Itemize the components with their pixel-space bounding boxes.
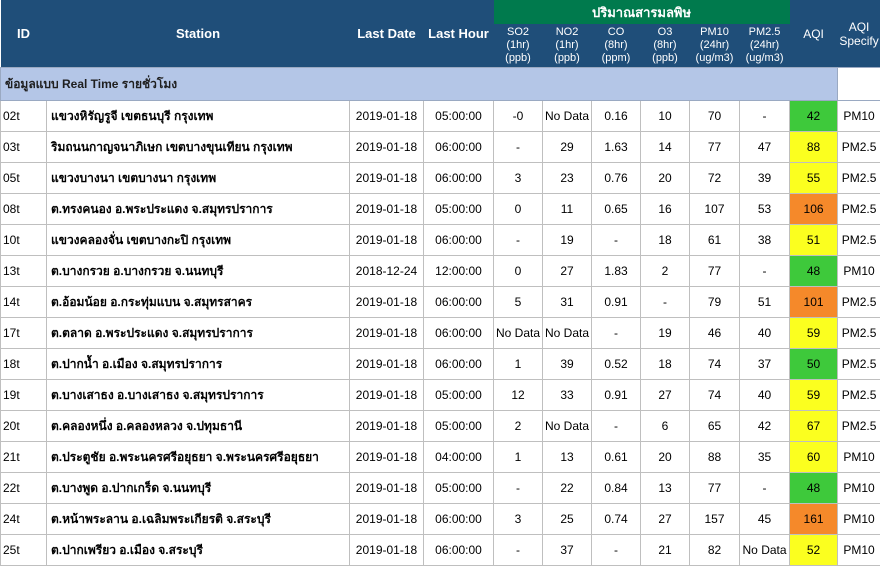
cell-station: ต.ทรงคนอง อ.พระประแดง จ.สมุทรปราการ <box>47 194 350 225</box>
table-row <box>1 287 880 318</box>
cell-co: 0.91 <box>592 287 641 318</box>
cell-pm25: 42 <box>740 411 790 442</box>
cell-pm10: 82 <box>690 535 740 566</box>
cell-pm25: 35 <box>740 442 790 473</box>
table-row <box>1 349 880 380</box>
cell-last-hour: 06:00:00 <box>424 287 494 318</box>
header-pollutant <box>690 24 740 68</box>
table-row <box>1 256 880 287</box>
cell-o3: 20 <box>641 163 690 194</box>
cell-last-date: 2019-01-18 <box>350 411 424 442</box>
cell-so2: 0 <box>494 194 543 225</box>
cell-pm25: 40 <box>740 318 790 349</box>
cell-so2: 1 <box>494 442 543 473</box>
header-aqi-specify-line1: AQI <box>838 20 880 34</box>
cell-aqi: 59 <box>790 318 838 349</box>
cell-co: 0.74 <box>592 504 641 535</box>
cell-so2: No Data <box>494 318 543 349</box>
cell-pm25: 45 <box>740 504 790 535</box>
table-row <box>1 132 880 163</box>
cell-so2: 3 <box>494 504 543 535</box>
cell-last-hour: 05:00:00 <box>424 473 494 504</box>
cell-co: 0.84 <box>592 473 641 504</box>
cell-pm25: - <box>740 256 790 287</box>
cell-last-hour: 04:00:00 <box>424 442 494 473</box>
cell-aqi-specify: PM2.5 <box>838 287 880 318</box>
header-station: Station <box>47 0 350 68</box>
cell-no2: 37 <box>543 535 592 566</box>
cell-aqi: 52 <box>790 535 838 566</box>
cell-last-date: 2019-01-18 <box>350 535 424 566</box>
cell-id: 22t <box>1 473 47 504</box>
cell-pm25: 47 <box>740 132 790 163</box>
cell-station: แขวงคลองจั่น เขตบางกะปิ กรุงเทพ <box>47 225 350 256</box>
cell-so2: - <box>494 535 543 566</box>
cell-aqi-specify: PM10 <box>838 256 880 287</box>
table-row <box>1 194 880 225</box>
header-pollutant-name: PM10 <box>690 26 740 39</box>
cell-station: ต.อ้อมน้อย อ.กระทุ่มแบน จ.สมุทรสาคร <box>47 287 350 318</box>
cell-o3: 18 <box>641 225 690 256</box>
cell-o3: 2 <box>641 256 690 287</box>
cell-aqi-specify: PM2.5 <box>838 163 880 194</box>
cell-pm10: 72 <box>690 163 740 194</box>
cell-co: 1.63 <box>592 132 641 163</box>
cell-last-hour: 06:00:00 <box>424 318 494 349</box>
cell-aqi: 59 <box>790 380 838 411</box>
cell-no2: 19 <box>543 225 592 256</box>
header-pollutant-unit: (ppb) <box>543 52 592 65</box>
cell-no2: 33 <box>543 380 592 411</box>
cell-pm25: No Data <box>740 535 790 566</box>
cell-last-date: 2019-01-18 <box>350 287 424 318</box>
cell-co: 1.83 <box>592 256 641 287</box>
cell-pm10: 61 <box>690 225 740 256</box>
cell-last-date: 2019-01-18 <box>350 349 424 380</box>
cell-id: 13t <box>1 256 47 287</box>
cell-last-date: 2019-01-18 <box>350 101 424 132</box>
cell-aqi: 106 <box>790 194 838 225</box>
cell-last-hour: 05:00:00 <box>424 194 494 225</box>
cell-station: แขวงหิรัญรูจี เขตธนบุรี กรุงเทพ <box>47 101 350 132</box>
header-last-hour: Last Hour <box>424 0 494 68</box>
header-pollutant-period: (24hr) <box>690 39 740 52</box>
cell-no2: 23 <box>543 163 592 194</box>
cell-aqi: 101 <box>790 287 838 318</box>
cell-pm10: 157 <box>690 504 740 535</box>
cell-id: 24t <box>1 504 47 535</box>
cell-o3: 6 <box>641 411 690 442</box>
cell-pm25: - <box>740 101 790 132</box>
cell-pm25: 51 <box>740 287 790 318</box>
table-row <box>1 535 880 566</box>
cell-id: 14t <box>1 287 47 318</box>
cell-so2: - <box>494 225 543 256</box>
table-header <box>1 0 880 68</box>
cell-aqi-specify: PM2.5 <box>838 318 880 349</box>
cell-id: 02t <box>1 101 47 132</box>
cell-co: - <box>592 318 641 349</box>
cell-aqi: 161 <box>790 504 838 535</box>
cell-aqi-specify: PM10 <box>838 504 880 535</box>
cell-o3: 19 <box>641 318 690 349</box>
cell-station: ต.บางพูด อ.ปากเกร็ด จ.นนทบุรี <box>47 473 350 504</box>
cell-so2: 1 <box>494 349 543 380</box>
header-pollutant-group: ปริมาณสารมลพิษ <box>494 0 790 24</box>
cell-id: 08t <box>1 194 47 225</box>
header-aqi: AQI <box>790 0 838 68</box>
cell-no2: 39 <box>543 349 592 380</box>
cell-aqi-specify: PM2.5 <box>838 194 880 225</box>
cell-aqi: 88 <box>790 132 838 163</box>
cell-last-date: 2019-01-18 <box>350 163 424 194</box>
cell-o3: 21 <box>641 535 690 566</box>
cell-last-hour: 06:00:00 <box>424 535 494 566</box>
header-pollutant <box>494 24 543 68</box>
cell-id: 25t <box>1 535 47 566</box>
cell-aqi-specify: PM2.5 <box>838 380 880 411</box>
cell-no2: 25 <box>543 504 592 535</box>
cell-aqi-specify: PM10 <box>838 535 880 566</box>
cell-pm25: 53 <box>740 194 790 225</box>
cell-id: 19t <box>1 380 47 411</box>
table-row <box>1 163 880 194</box>
cell-id: 03t <box>1 132 47 163</box>
cell-station: แขวงบางนา เขตบางนา กรุงเทพ <box>47 163 350 194</box>
table-row <box>1 380 880 411</box>
cell-pm25: - <box>740 473 790 504</box>
cell-last-date: 2018-12-24 <box>350 256 424 287</box>
table-row <box>1 101 880 132</box>
cell-last-hour: 06:00:00 <box>424 504 494 535</box>
cell-last-hour: 05:00:00 <box>424 411 494 442</box>
cell-o3: 18 <box>641 349 690 380</box>
cell-o3: - <box>641 287 690 318</box>
header-pollutant-period: (8hr) <box>641 39 690 52</box>
cell-co: 0.76 <box>592 163 641 194</box>
cell-o3: 10 <box>641 101 690 132</box>
cell-aqi: 55 <box>790 163 838 194</box>
section-title: ข้อมูลแบบ Real Time รายชั่วโมง <box>1 68 838 101</box>
cell-pm25: 37 <box>740 349 790 380</box>
cell-pm10: 79 <box>690 287 740 318</box>
header-pollutant-period: (8hr) <box>592 39 641 52</box>
cell-aqi-specify: PM2.5 <box>838 132 880 163</box>
cell-no2: No Data <box>543 101 592 132</box>
cell-last-date: 2019-01-18 <box>350 318 424 349</box>
cell-pm25: 40 <box>740 380 790 411</box>
cell-pm10: 74 <box>690 349 740 380</box>
header-pollutant-name: PM2.5 <box>740 26 790 39</box>
cell-o3: 27 <box>641 380 690 411</box>
header-pollutant-name: CO <box>592 26 641 39</box>
cell-so2: 5 <box>494 287 543 318</box>
table-row <box>1 411 880 442</box>
cell-last-hour: 05:00:00 <box>424 101 494 132</box>
cell-no2: 29 <box>543 132 592 163</box>
cell-last-date: 2019-01-18 <box>350 132 424 163</box>
cell-aqi: 51 <box>790 225 838 256</box>
cell-last-hour: 06:00:00 <box>424 225 494 256</box>
section-blank-cell <box>838 68 880 101</box>
header-pollutant <box>641 24 690 68</box>
cell-id: 05t <box>1 163 47 194</box>
cell-so2: 3 <box>494 163 543 194</box>
cell-no2: 27 <box>543 256 592 287</box>
cell-station: ต.ประตูชัย อ.พระนครศรีอยุธยา จ.พระนครศรีอยุธยา <box>47 442 350 473</box>
header-pollutant-name: NO2 <box>543 26 592 39</box>
cell-so2: -0 <box>494 101 543 132</box>
cell-aqi: 42 <box>790 101 838 132</box>
cell-id: 10t <box>1 225 47 256</box>
cell-pm10: 46 <box>690 318 740 349</box>
cell-last-date: 2019-01-18 <box>350 194 424 225</box>
cell-station: ต.บางกรวย อ.บางกรวย จ.นนทบุรี <box>47 256 350 287</box>
cell-pm10: 88 <box>690 442 740 473</box>
cell-pm10: 65 <box>690 411 740 442</box>
cell-last-hour: 06:00:00 <box>424 163 494 194</box>
cell-aqi-specify: PM2.5 <box>838 349 880 380</box>
cell-co: 0.91 <box>592 380 641 411</box>
header-pollutant-period: (1hr) <box>494 39 543 52</box>
cell-aqi: 48 <box>790 473 838 504</box>
header-pollutant-unit: (ug/m3) <box>740 52 790 65</box>
cell-co: 0.61 <box>592 442 641 473</box>
table-row <box>1 225 880 256</box>
cell-aqi-specify: PM2.5 <box>838 225 880 256</box>
cell-aqi-specify: PM2.5 <box>838 411 880 442</box>
cell-pm10: 77 <box>690 473 740 504</box>
cell-station: ต.คลองหนึ่ง อ.คลองหลวง จ.ปทุมธานี <box>47 411 350 442</box>
table-row <box>1 442 880 473</box>
cell-so2: - <box>494 132 543 163</box>
cell-co: - <box>592 535 641 566</box>
cell-no2: No Data <box>543 411 592 442</box>
cell-o3: 20 <box>641 442 690 473</box>
cell-last-date: 2019-01-18 <box>350 473 424 504</box>
table-row <box>1 318 880 349</box>
cell-co: - <box>592 411 641 442</box>
cell-so2: 0 <box>494 256 543 287</box>
header-pollutant <box>740 24 790 68</box>
section-body <box>1 68 880 101</box>
cell-aqi: 67 <box>790 411 838 442</box>
cell-pm10: 77 <box>690 132 740 163</box>
cell-last-date: 2019-01-18 <box>350 225 424 256</box>
cell-pm10: 74 <box>690 380 740 411</box>
header-aqi-specify-line2: Specify <box>838 34 880 48</box>
cell-station: ต.ปากเพรียว อ.เมือง จ.สระบุรี <box>47 535 350 566</box>
cell-aqi: 50 <box>790 349 838 380</box>
cell-pm25: 39 <box>740 163 790 194</box>
cell-no2: 22 <box>543 473 592 504</box>
cell-so2: 12 <box>494 380 543 411</box>
header-pollutant-unit: (ppb) <box>641 52 690 65</box>
section-row <box>1 68 880 101</box>
cell-no2: 13 <box>543 442 592 473</box>
header-pollutant <box>592 24 641 68</box>
cell-o3: 14 <box>641 132 690 163</box>
cell-last-hour: 05:00:00 <box>424 380 494 411</box>
cell-o3: 13 <box>641 473 690 504</box>
cell-pm10: 107 <box>690 194 740 225</box>
cell-last-hour: 12:00:00 <box>424 256 494 287</box>
header-last-date: Last Date <box>350 0 424 68</box>
header-pollutant-unit: (ug/m3) <box>690 52 740 65</box>
header-pollutant-name: O3 <box>641 26 690 39</box>
header-pollutant-period: (1hr) <box>543 39 592 52</box>
cell-so2: - <box>494 473 543 504</box>
cell-o3: 27 <box>641 504 690 535</box>
cell-co: 0.52 <box>592 349 641 380</box>
table-row <box>1 473 880 504</box>
cell-last-date: 2019-01-18 <box>350 504 424 535</box>
header-pollutant-name: SO2 <box>494 26 543 39</box>
cell-co: 0.16 <box>592 101 641 132</box>
cell-last-hour: 06:00:00 <box>424 349 494 380</box>
cell-pm10: 70 <box>690 101 740 132</box>
cell-co: - <box>592 225 641 256</box>
cell-aqi: 60 <box>790 442 838 473</box>
header-pollutant-unit: (ppm) <box>592 52 641 65</box>
header-id: ID <box>1 0 47 68</box>
cell-o3: 16 <box>641 194 690 225</box>
header-pollutant-unit: (ppb) <box>494 52 543 65</box>
header-pollutant-period: (24hr) <box>740 39 790 52</box>
cell-no2: 31 <box>543 287 592 318</box>
cell-last-hour: 06:00:00 <box>424 132 494 163</box>
cell-pm10: 77 <box>690 256 740 287</box>
cell-station: ต.ปากน้ำ อ.เมือง จ.สมุทรปราการ <box>47 349 350 380</box>
cell-station: ต.บางเสาธง อ.บางเสาธง จ.สมุทรปราการ <box>47 380 350 411</box>
cell-station: ริมถนนกาญจนาภิเษก เขตบางขุนเทียน กรุงเทพ <box>47 132 350 163</box>
cell-last-date: 2019-01-18 <box>350 442 424 473</box>
cell-aqi-specify: PM10 <box>838 101 880 132</box>
cell-id: 20t <box>1 411 47 442</box>
cell-id: 21t <box>1 442 47 473</box>
cell-aqi-specify: PM10 <box>838 473 880 504</box>
header-aqi-specify <box>838 0 880 68</box>
cell-pm25: 38 <box>740 225 790 256</box>
cell-aqi: 48 <box>790 256 838 287</box>
cell-aqi-specify: PM10 <box>838 442 880 473</box>
table-row <box>1 504 880 535</box>
table-body <box>1 101 880 566</box>
header-pollutant <box>543 24 592 68</box>
cell-id: 18t <box>1 349 47 380</box>
cell-so2: 2 <box>494 411 543 442</box>
cell-no2: 11 <box>543 194 592 225</box>
cell-co: 0.65 <box>592 194 641 225</box>
cell-station: ต.ตลาด อ.พระประแดง จ.สมุทรปราการ <box>47 318 350 349</box>
cell-id: 17t <box>1 318 47 349</box>
cell-last-date: 2019-01-18 <box>350 380 424 411</box>
cell-station: ต.หน้าพระลาน อ.เฉลิมพระเกียรติ จ.สระบุรี <box>47 504 350 535</box>
cell-no2: No Data <box>543 318 592 349</box>
